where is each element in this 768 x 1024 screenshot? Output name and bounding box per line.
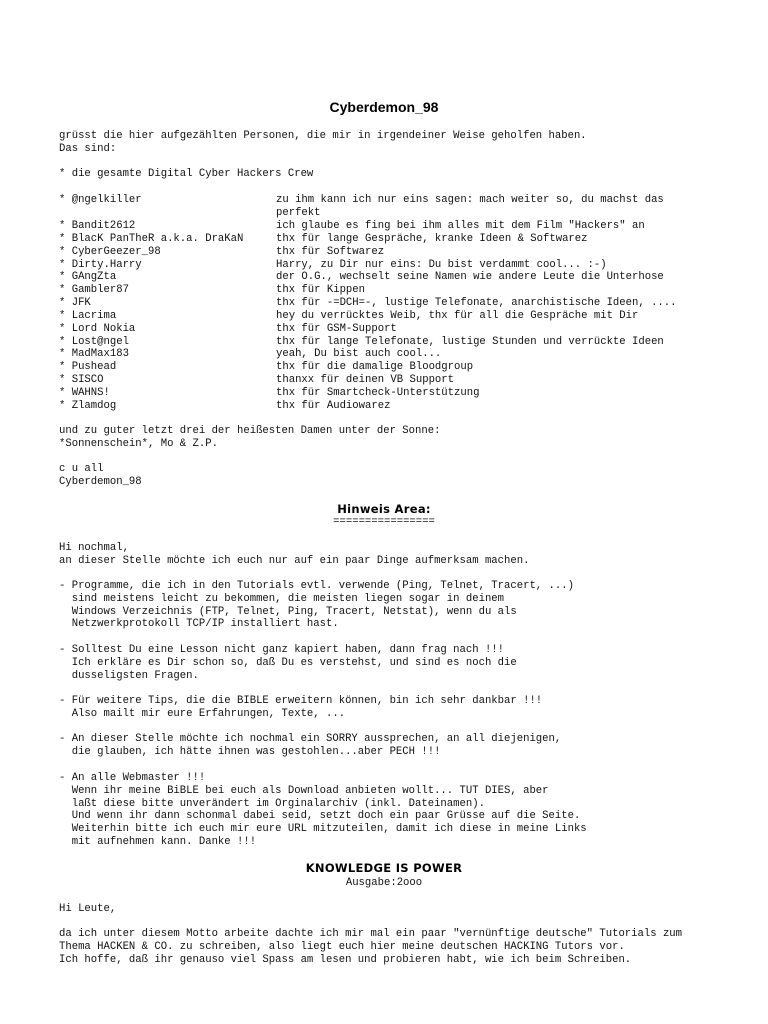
knowledge-body: da ich unter diesem Motto arbeite dachte ich mir mal ein paar "vernünftige deutsche" Tutorials zum Thema HACKEN & CO. zu schreiben, also liegt euch hier meine deutschen HACKING Tutors vor. Ich hoffe, daß ihr genauso viel Spass am lesen und probieren habt, wie ich beim Schreiben. — [59, 928, 683, 966]
intro-text: grüsst die hier aufgezählten Personen, die mir in irgendeiner Weise geholfen haben. Das sind: — [59, 130, 587, 155]
greeting-name: * BlacK PanTheR a.k.a. DraKaN — [59, 233, 244, 245]
hinweis-item: - Solltest Du eine Lesson nicht ganz kapiert haben, dann frag nach !!! Ich erkläre es Dir schon so, daß Du es verstehst, und sind es noch die dusseligsten Fragen. — [59, 644, 517, 682]
greeting-name: * Zlamdog — [59, 400, 117, 412]
greeting-text: thx für die damalige Bloodgroup — [276, 361, 474, 373]
greeting-name: * Lord Nokia — [59, 323, 136, 335]
hinweis-item: - An dieser Stelle möchte ich nochmal ein SORRY aussprechen, an all diejenigen, die glauben, ich hätte ihnen was gestohlen...aber PECH !!! — [59, 733, 562, 758]
hinweis-item: - Für weitere Tips, die die BIBLE erweitern können, bin ich sehr dankbar !!! Also mailt mir eure Erfahrungen, Texte, ... — [59, 695, 543, 720]
greeting-text: der O.G., wechselt seine Namen wie andere Leute die Unterhose — [276, 271, 664, 283]
greeting-name: * GAngZta — [59, 271, 117, 283]
hinweis-item: - An alle Webmaster !!! Wenn ihr meine BiBLE bei euch als Download anbieten wollt... TUT DIES, aber laßt diese bitte unverändert im Orginalarchiv (inkl. Dateinamen). Und wenn ihr dann schonmal dabei seid, setzt doch ein paar Grüsse auf die Seite. Weiterhin bitte ich euch mir eure URL mitzuteilen, damit ich diese in meine Links mit aufnehmen kann. Danke !!! — [59, 772, 587, 848]
greeting-name: * CyberGeezer_98 — [59, 246, 161, 258]
greeting-name: * @ngelkiller — [59, 194, 142, 206]
ladies-text: und zu guter letzt drei der heißesten Damen unter der Sonne: *Sonnenschein*, Mo & Z.P. — [59, 425, 441, 450]
knowledge-greeting: Hi Leute, — [59, 903, 117, 915]
greeting-text: Harry, zu Dir nur eins: Du bist verdammt cool... :-) — [276, 259, 607, 271]
greeting-text: thx für Audiowarez — [276, 400, 391, 412]
greeting-name: * Lost@ngel — [59, 336, 129, 348]
greeting-name: * Pushead — [59, 361, 117, 373]
hinweis-intro: Hi nochmal, an dieser Stelle möchte ich euch nur auf ein paar Dinge aufmerksam machen. — [59, 542, 530, 567]
greeting-name: * WAHNS! — [59, 387, 110, 399]
greeting-name: * JFK — [59, 297, 91, 309]
greeting-text: thx für lange Telefonate, lustige Stunden und verrückte Ideen — [276, 336, 664, 348]
greeting-text: thx für Kippen — [276, 284, 366, 296]
hinweis-underline: ================ — [333, 516, 435, 528]
knowledge-edition: Ausgabe:2ooo — [345, 877, 423, 889]
greeting-text: ich glaube es fing bei ihm alles mit dem Film "Hackers" an — [276, 220, 645, 232]
greeting-text: thx für Smartcheck-Unterstützung — [276, 387, 480, 399]
greeting-text: hey du verrücktes Weib, thx für all die Gespräche mit Dir — [276, 310, 639, 322]
hinweis-item: - Programme, die ich in den Tutorials evtl. verwende (Ping, Telnet, Tracert, ...) sind meistens leicht zu bekommen, die meisten liegen sogar in deinem Windows Verzeichnis (FTP, Telnet, Ping, Tracert, Netstat), wenn du als Netzwerkprotokoll TCP/IP installiert hast. — [59, 580, 574, 631]
greeting-text: thx für Softwarez — [276, 246, 385, 258]
greeting-text: thx für lange Gespräche, kranke Ideen & Softwarez — [276, 233, 588, 245]
greeting-text: yeah, Du bist auch cool... — [276, 348, 442, 360]
greeting-name: * MadMax183 — [59, 348, 129, 360]
greeting-name: * Bandit2612 — [59, 220, 136, 232]
greeting-name: * Lacrima — [59, 310, 117, 322]
page-title: Cyberdemon_98 — [329, 99, 439, 115]
greeting-text: zu ihm kann ich nur eins sagen: mach weiter so, du machst das perfekt — [276, 194, 664, 219]
greeting-name: * Gambler87 — [59, 284, 129, 296]
crew-line: * die gesamte Digital Cyber Hackers Crew — [59, 168, 314, 180]
greeting-name: * Dirty.Harry — [59, 259, 142, 271]
greeting-name: * SISCO — [59, 374, 104, 386]
greeting-text: thx für -=DCH=-, lustige Telefonate, anarchistische Ideen, .... — [276, 297, 677, 309]
greeting-text: thanxx für deinen VB Support — [276, 374, 455, 386]
knowledge-heading: KNOWLEDGE IS POWER — [305, 861, 463, 875]
greeting-text: thx für GSM-Support — [276, 323, 397, 335]
hinweis-heading: Hinweis Area: — [337, 502, 431, 516]
signoff-text: c u all Cyberdemon_98 — [59, 463, 142, 488]
